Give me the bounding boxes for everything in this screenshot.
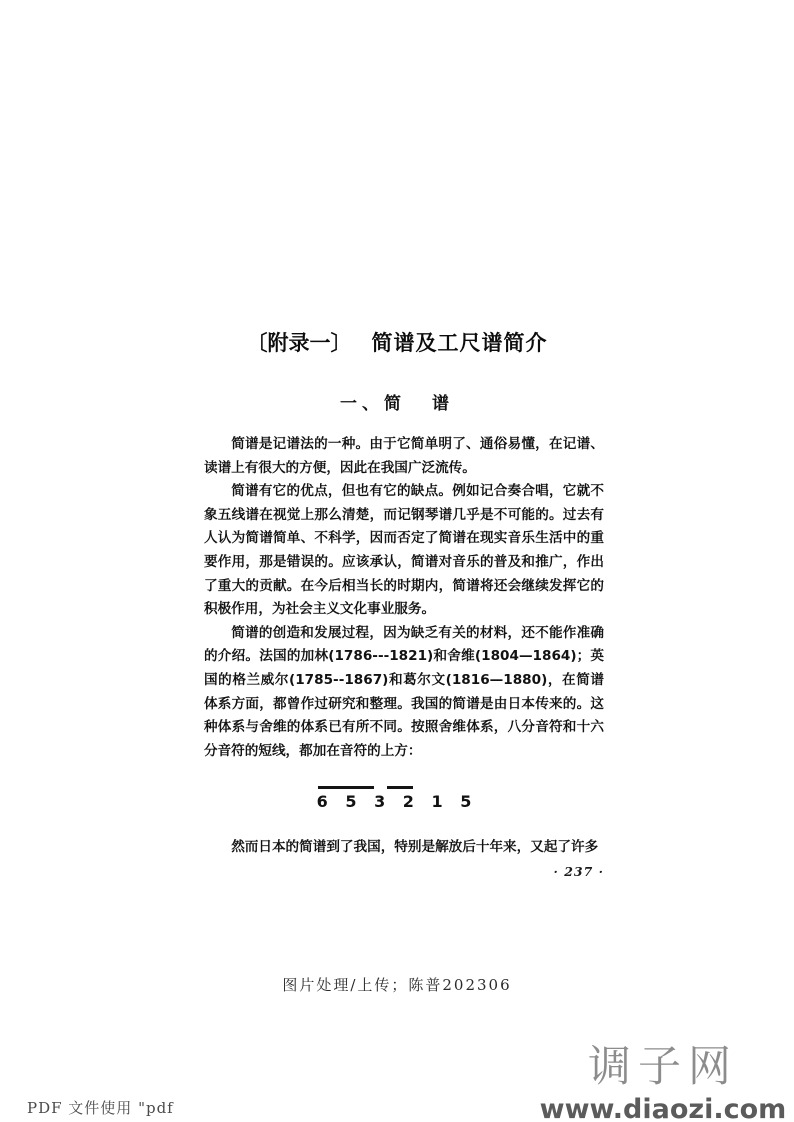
section-word-1: 简 — [384, 394, 406, 414]
title-main: 简谱及工尺谱简介 — [371, 331, 548, 355]
upload-credit: 图片处理/上传；陈普202306 — [282, 976, 512, 994]
notation-digits: 6 5 3 2 1 5 — [316, 792, 478, 811]
section-number: 一、 — [340, 394, 384, 414]
notation-inner — [317, 783, 478, 812]
beam-group-1 — [318, 786, 374, 789]
watermark-url: www.diaozi.com — [539, 1094, 787, 1122]
page-number: · 237 · — [553, 864, 604, 879]
notation-beams — [317, 783, 478, 792]
music-notation-example — [0, 783, 794, 812]
paragraph-4: 然而日本的简谱到了我国，特别是解放后十年来，又起了许多 — [231, 839, 599, 855]
body-text-block — [204, 433, 604, 763]
appendix-label: 〔附录一〕 — [246, 331, 352, 355]
pdf-footer-note: PDF 文件使用 "pdf — [27, 1099, 174, 1117]
page-title — [0, 327, 794, 357]
paragraph-1: 简谱是记谱法的一种。由于它简单明了、通俗易懂，在记谱、读谱上有很大的方便，因此在我国广泛流传。 — [204, 436, 604, 476]
beam-group-2 — [387, 786, 413, 789]
section-word-2: 谱 — [432, 394, 454, 414]
watermark-brand: 调子网 — [588, 1042, 738, 1092]
paragraph-3: 简谱的创造和发展过程，因为缺乏有关的材料，还不能作准确的介绍。法国的加林(1786---1821)和舍维(1804—1864)；英国的格兰威尔(1785--1867)和葛尔文(1816—1880)，在简谱体系方面，都曾作过研究和整理。我国的简谱是由日本传来的。这种体系与舍维的体系已有所不同。按照舍维体系，八分音符和十六分音符的短线，都加在音符的上方： — [204, 624, 604, 759]
section-heading — [0, 389, 794, 414]
paragraph-2: 简谱有它的优点，但也有它的缺点。例如记合奏合唱，它就不象五线谱在视觉上那么清楚，而记钢琴谱几乎是不可能的。过去有人认为简谱简单、不科学，因而否定了简谱在现实音乐生活中的重要作用，那是错误的。应该承认，简谱对音乐的普及和推广，作出了重大的贡献。在今后相当长的时期内，简谱将还会继续发挥它的积极作用，为社会主义文化事业服务。 — [204, 483, 604, 618]
site-watermark — [538, 1042, 788, 1122]
